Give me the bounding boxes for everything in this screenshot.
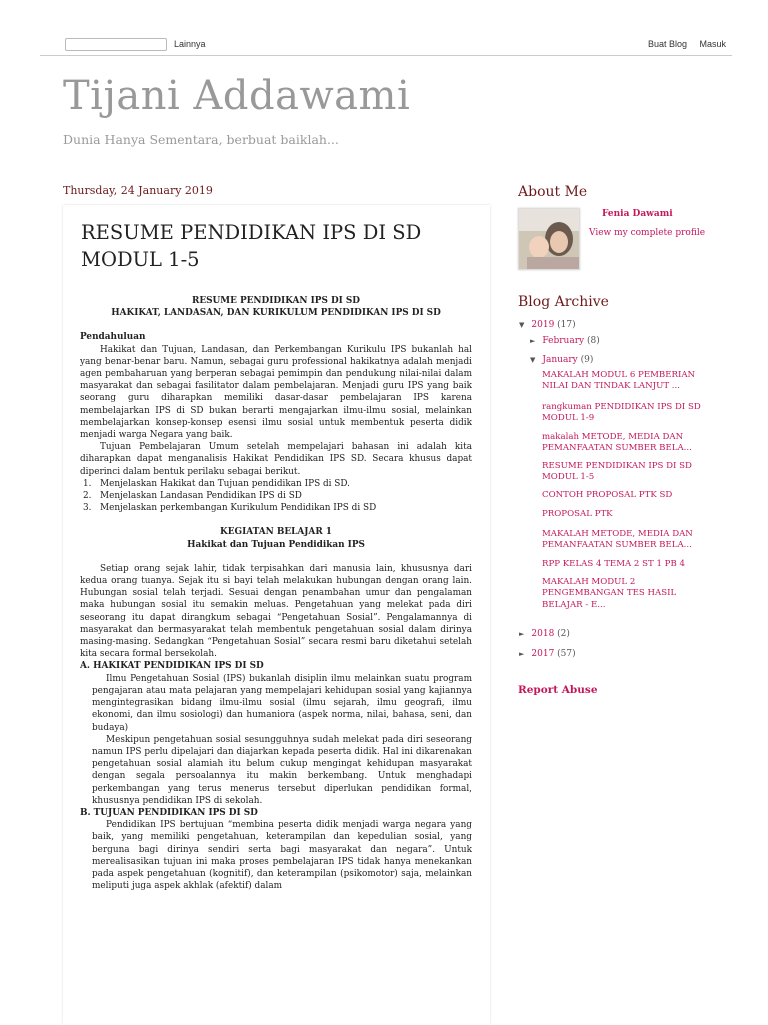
section-b-paragraph-1: Pendidikan IPS bertujuan “membina peserta didik menjadi warga negara yang baik, yang memiliki pengetahuan, keterampilan dan kepedulian sosial, yang berguna bagi dirinya sendiri serta bagi masyarakat dan negara”. Untuk merealisasikan tujuan ini maka proses pembelajaran IPS tidak hanya menekankan pada aspek pengetahuan (kognitif), dan keterampilan (psikomotor) saja, melainkan meliputi juga aspek akhlak (afektif) dalam — [92, 820, 472, 892]
triangle-down-icon[interactable]: ▼ — [530, 356, 536, 364]
archive-post-link[interactable]: RPP KELAS 4 TEMA 2 ST 1 PB 4 — [542, 559, 685, 569]
intro-heading: Pendahuluan — [80, 332, 146, 343]
sign-in-link[interactable]: Masuk — [699, 39, 726, 49]
triangle-down-icon[interactable]: ▼ — [519, 321, 525, 329]
body-heading-1: RESUME PENDIDIKAN IPS DI SD — [191, 296, 361, 306]
post-body — [80, 295, 472, 892]
archive-post-link[interactable]: makalah METODE, MEDIA DAN PEMANFAATAN SUMBER BELA... — [542, 432, 692, 454]
section-a-paragraph-1: Ilmu Pengetahuan Sosial (IPS) bukanlah disiplin ilmu melainkan suatu program pengajaran atau mata pelajaran yang mempelajari kehidupan sosial yang kajiannya mengintegrasikan bidang ilmu-ilmu sosial (ilmu sejarah, ilmu geografi, ilmu ekonomi, dan ilmu sosiologi) dan humaniora (aspek norma, nilai, bahasa, seni, dan budaya) — [92, 673, 472, 733]
archive-post-link[interactable]: MAKALAH METODE, MEDIA DAN PEMANFAATAN SUMBER BELA... — [542, 529, 693, 551]
archive-post-link[interactable]: PROPOSAL PTK — [542, 509, 613, 519]
blog-description: Dunia Hanya Sementara, berbuat baiklah... — [63, 132, 339, 147]
intro-paragraph-2: Tujuan Pembelajaran Umum setelah mempelajari bahasan ini adalah kita diharapkan dapat menganalisis Hakikat Pendidikan IPS SD. Secara khusus dapat diperinci dalam bentuk perilaku sebagai berikut. — [80, 442, 472, 477]
blog-title[interactable]: Tijani Addawami — [63, 73, 411, 119]
archive-post-link[interactable]: RESUME PENDIDIKAN IPS DI SD MODUL 1-5 — [542, 461, 692, 483]
more-link[interactable]: Lainnya — [174, 39, 206, 49]
archive-post-link[interactable]: MAKALAH MODUL 2 PENGEMBANGAN TES HASIL BELAJAR - E... — [542, 577, 677, 610]
blog-archive-title: Blog Archive — [518, 294, 609, 310]
intro-paragraph-1: Hakikat dan Tujuan, Landasan, dan Perkembangan Kurikulu IPS bukanlah hal yang benar-benar baru. Namun, sebagai guru professional hakikatnya adalah menjadi agen pembaharuan yang berperan sebagai pemimpin dan pendukung nilai-nilai dalam masyarakat dan sebagai fasilitator dalam pembelajaran. Menjadi guru IPS yang baik seorang guru diharapkan memiliki dasar-dasar pembelajaran IPS karena membelajarkan IPS di SD bukan berarti mengajarkan ilmu-ilmu sosial, melainkan membelajarkan konsep-konsep esensi ilmu sosial untuk membentuk peserta didik menjadi warga Negara yang baik. — [80, 344, 472, 441]
body-heading-2: HAKIKAT, LANDASAN, DAN KURIKULUM PENDIDIKAN IPS DI SD — [111, 308, 441, 319]
profile-name[interactable]: Fenia Dawami — [602, 209, 673, 219]
objectives-list — [80, 478, 472, 515]
kb-heading-2: Hakikat dan Tujuan Pendidikan IPS — [187, 539, 365, 550]
kb-heading-1: KEGIATAN BELAJAR 1 — [220, 527, 332, 538]
post-card — [63, 205, 490, 1025]
post-date: Thursday, 24 January 2019 — [63, 184, 213, 197]
archive-post-link[interactable]: MAKALAH MODUL 6 PEMBERIAN NILAI DAN TINDAK LANJUT ... — [542, 370, 696, 392]
archive-month-january[interactable]: ▼ January (9) — [530, 355, 594, 365]
view-profile-link[interactable]: View my complete profile — [589, 228, 706, 238]
post-title[interactable]: RESUME PENDIDIKAN IPS DI SD MODUL 1-5 — [81, 221, 422, 271]
navbar — [40, 33, 732, 56]
section-a-heading: A. HAKIKAT PENDIDIKAN IPS DI SD — [80, 661, 264, 672]
archive-month-february[interactable]: ► February (8) — [530, 336, 600, 346]
navbar-right — [638, 39, 726, 49]
archive-year-2017[interactable]: ► 2017 (57) — [519, 649, 576, 659]
triangle-right-icon[interactable]: ► — [519, 650, 525, 658]
objective-item: 1. Menjelaskan Hakikat dan Tujuan pendidikan IPS di SD. — [83, 478, 351, 489]
section-a-paragraph-2: Meskipun pengetahuan sosial sesungguhnya sudah melekat pada diri seseorang namun IPS perlu dipelajari dan diajarkan kepada peserta didik. Hal ini dikarenakan pengetahuan sosial alamiah itu belum cukup mengingat kehidupan masyarakat dengan segala persoalannya itu makin berkembang. Untuk menghadapi perkembangan yang terus menerus tersebut diperlukan pendidikan formal, khususnya pendidikan IPS di sekolah. — [92, 734, 472, 806]
triangle-right-icon[interactable]: ► — [530, 337, 536, 345]
create-blog-link[interactable]: Buat Blog — [647, 39, 687, 49]
search-input[interactable] — [65, 38, 167, 51]
archive-year-2019[interactable]: ▼ 2019 (17) — [519, 320, 576, 330]
archive-post-link[interactable]: CONTOH PROPOSAL PTK SD — [542, 490, 673, 500]
about-me-title: About Me — [518, 184, 588, 200]
objective-item: 3. Menjelaskan perkembangan Kurikulum Pendidikan IPS di SD — [83, 503, 377, 514]
section-b-heading: B. TUJUAN PENDIDIKAN IPS DI SD — [80, 807, 258, 818]
profile-avatar[interactable] — [518, 208, 580, 270]
report-abuse-link[interactable]: Report Abuse — [518, 684, 598, 696]
objective-item: 2. Menjelaskan Landasan Pendidikan IPS di SD — [83, 491, 302, 502]
kb-paragraph-1: Setiap orang sejak lahir, tidak terpisahkan dari manusia lain, khususnya dari kedua orang tuanya. Sejak itu si bayi telah melakukan hubungan dengan orang lain. Hubungan sosial telah terjadi. Sesuai dengan penambahan umur dan pengalaman maka hubungan sosial itu semakin meluas. Pengetahuan yang melekat pada diri seseorang itu dapat dirangkum sebagai “Pengetahuan Sosial”. Pengalamannya di masyarakat dan bermasyarakat telah membentuk pengetahuan sosial dalam dirinya masing-masing. Sedangkan “Pengetahuan Sosial” secara resmi baru diketahui setelah kita secara formal bersekolah. — [80, 563, 472, 660]
archive-year-2018[interactable]: ► 2018 (2) — [519, 629, 570, 639]
triangle-right-icon[interactable]: ► — [519, 630, 525, 638]
archive-post-link[interactable]: rangkuman PENDIDIKAN IPS DI SD MODUL 1-9 — [542, 402, 701, 424]
